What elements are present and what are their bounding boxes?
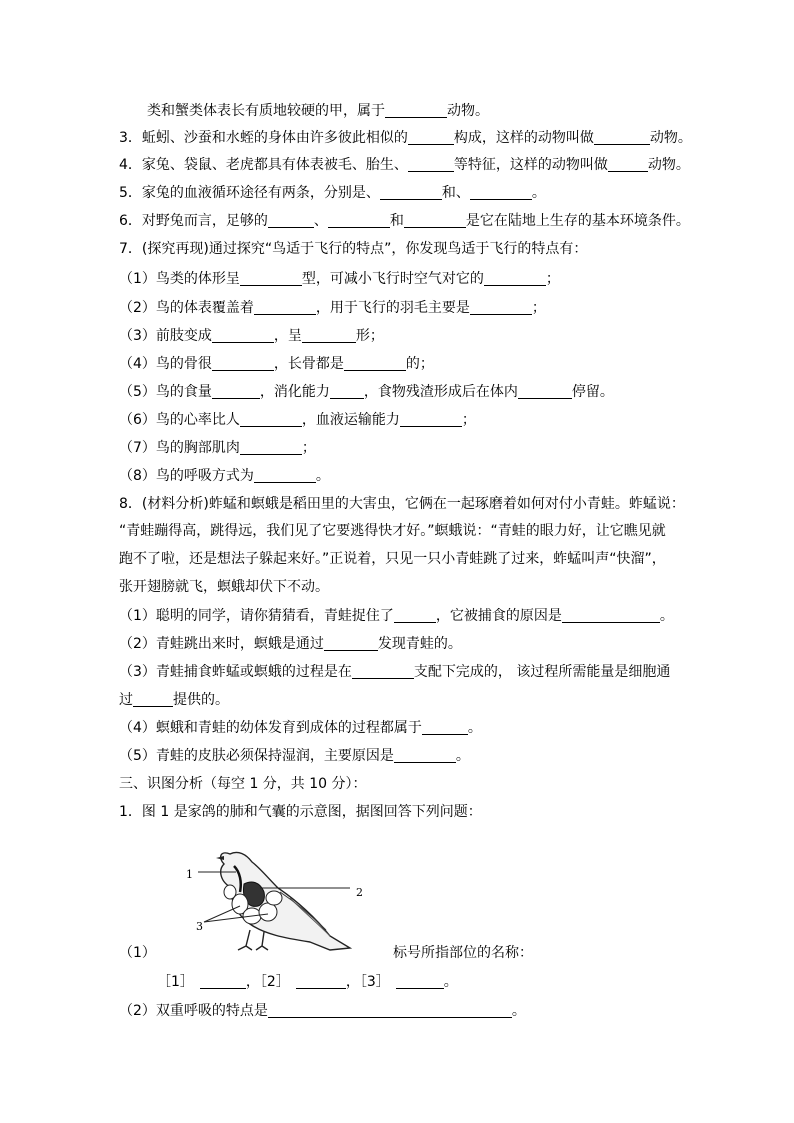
question-text: ，食物残渣形成后在体内	[363, 384, 518, 400]
answer-blank[interactable]	[562, 608, 660, 623]
question-text: 是它在陆地上生存的基本环境条件。	[465, 213, 690, 229]
pigeon-lungs-air-sacs-diagram	[180, 838, 380, 958]
question-text: 停留。	[571, 384, 614, 400]
question-text: ，［2］	[245, 974, 290, 990]
question-text: ，呈	[273, 328, 302, 344]
answer-blank[interactable]	[324, 636, 378, 651]
question-text: 和、	[441, 185, 470, 201]
question-text: 。	[315, 468, 330, 484]
question-7-2	[119, 299, 546, 317]
question-text: ；	[461, 412, 476, 428]
question-text: （8）鸟的呼吸方式为	[119, 468, 254, 484]
question-5	[119, 184, 546, 202]
answer-blank[interactable]	[133, 692, 173, 707]
question-text: （1）	[119, 945, 156, 961]
question-7-7	[119, 439, 316, 457]
answer-blank[interactable]	[408, 157, 454, 172]
question-text: （1）聪明的同学，请你猜猜看，青蛙捉住了	[119, 608, 394, 624]
question-text: ［1］	[157, 974, 194, 990]
answer-blank[interactable]	[608, 157, 648, 172]
question-7-3	[119, 327, 384, 345]
question-text: ，消化能力	[259, 384, 330, 400]
question-8-3-cont	[119, 691, 229, 709]
question-4	[119, 156, 690, 174]
question-text: 和	[389, 213, 404, 229]
question-text: 的；	[405, 356, 434, 372]
figure-question-1	[119, 944, 156, 962]
section-heading	[119, 775, 367, 793]
answer-blank[interactable]	[408, 130, 454, 145]
question-text: ，长骨都是	[273, 356, 344, 372]
material-line	[119, 522, 666, 540]
answer-blank[interactable]	[484, 271, 546, 286]
section-title: 三、识图分析（每空 1 分，共 10 分）：	[119, 776, 367, 792]
question-text: 3．蚯蚓、沙蚕和水蛭的身体由许多彼此相似的	[119, 130, 408, 146]
question-text: 动物。	[447, 103, 489, 119]
question-text: 。	[659, 608, 674, 624]
answer-blank[interactable]	[380, 185, 442, 200]
question-text: 类和蟹类体表长有质地较硬的甲，属于	[147, 103, 385, 119]
question-8-2	[119, 635, 462, 653]
question-text: 4．家兔、袋鼠、老虎都具有体表被毛、胎生、	[119, 157, 408, 173]
question-text: 发现青蛙的。	[377, 636, 462, 652]
question-text: 张开翅膀就飞，螟蛾却伏下不动。	[119, 579, 329, 595]
question-text: （7）鸟的胸部肌肉	[119, 440, 240, 456]
question-text: 。	[511, 1003, 526, 1019]
material-line	[119, 578, 329, 596]
question-8-5	[119, 747, 470, 765]
answer-blank[interactable]	[296, 974, 346, 989]
question-text: 支配下完成的， 该过程所需能量是细胞通	[413, 664, 671, 680]
answer-blank[interactable]	[200, 974, 246, 989]
answer-blank[interactable]	[394, 608, 436, 623]
material-line	[119, 550, 666, 568]
question-text: 型，可减小飞行时空气对它的	[301, 271, 484, 287]
figure-question-2	[119, 1002, 526, 1020]
question-text: （5）青蛙的皮肤必须保持湿润，主要原因是	[119, 748, 394, 764]
answer-blank[interactable]	[212, 328, 274, 343]
question-8	[119, 495, 685, 513]
answer-blank[interactable]	[330, 384, 364, 399]
answer-blank[interactable]	[594, 130, 650, 145]
question-text: （2）鸟的体表覆盖着	[119, 300, 254, 316]
question-text: 。	[467, 720, 482, 736]
question-text: ，［3］	[345, 974, 390, 990]
figure-label-3: 3	[196, 920, 203, 933]
question-text: （2）青蛙跳出来时，螟蛾是通过	[119, 636, 324, 652]
question-7-1	[119, 270, 560, 288]
answer-blank[interactable]	[268, 213, 314, 228]
question-text: 。	[443, 974, 458, 990]
question-text: ，血液运输能力	[301, 412, 400, 428]
question-text: （3）青蛙捕食蚱蜢或螟蛾的过程是在	[119, 664, 352, 680]
question-text: ；	[531, 300, 546, 316]
question-text: 构成，这样的动物叫做	[453, 130, 594, 146]
question-8-3	[119, 663, 670, 681]
answer-blank[interactable]	[352, 664, 414, 679]
text-line	[147, 102, 489, 120]
question-text: 7．(探究再现)通过探究“鸟适于飞行的特点”，你发现鸟适于飞行的特点有：	[119, 241, 588, 257]
question-text: ；	[545, 271, 560, 287]
question-text: 5．家兔的血液循环途径有两条，分别是、	[119, 185, 380, 201]
question-7-6	[119, 411, 476, 429]
question-text: 。	[455, 748, 470, 764]
answer-blank[interactable]	[396, 974, 444, 989]
question-7-5	[119, 383, 614, 401]
question-text: 8．(材料分析)蚱蜢和螟蛾是稻田里的大害虫，它俩在一起琢磨着如何对付小青蛙。蚱蜢说：	[119, 496, 685, 512]
answer-blank[interactable]	[518, 384, 572, 399]
figure-question	[119, 803, 482, 821]
question-text: 跑不了啦，还是想法子躲起来好。”正说着，只见一只小青蛙跳了过来，蚱蜢叫声“快溜”，	[119, 551, 666, 567]
answer-blank[interactable]	[268, 1003, 512, 1018]
figure-label-2: 2	[356, 886, 363, 899]
question-7-4	[119, 355, 434, 373]
question-6	[119, 212, 690, 230]
question-text: “青蛙蹦得高，跳得远，我们见了它要逃得快才好。”螟蛾说：“青蛙的眼力好，让它瞧见就	[119, 523, 666, 539]
figure-label-1: 1	[186, 868, 193, 881]
answer-blank[interactable]	[400, 412, 462, 427]
question-text: 动物。	[649, 130, 692, 146]
question-3	[119, 129, 692, 147]
question-text: 等特征，这样的动物叫做	[453, 157, 608, 173]
answer-blank[interactable]	[385, 103, 447, 118]
answer-blank[interactable]	[302, 328, 356, 343]
question-text: 动物。	[647, 157, 690, 173]
answer-blank[interactable]	[422, 720, 468, 735]
question-text: 1．图 1 是家鸽的肺和气囊的示意图，据图回答下列问题：	[119, 804, 482, 820]
answer-blank[interactable]	[470, 300, 532, 315]
question-text: ，它被捕食的原因是	[435, 608, 562, 624]
question-text: 、	[313, 213, 328, 229]
answer-blank[interactable]	[328, 213, 390, 228]
answer-blank[interactable]	[254, 468, 316, 483]
question-text: （1）鸟类的体形呈	[119, 271, 240, 287]
answer-blank[interactable]	[470, 185, 532, 200]
question-text: （4）鸟的骨很	[119, 356, 212, 372]
question-7	[119, 240, 587, 258]
question-text: （6）鸟的心率比人	[119, 412, 240, 428]
answer-blank[interactable]	[240, 412, 302, 427]
question-text: 6．对野兔而言，足够的	[119, 213, 268, 229]
question-text: （5）鸟的食量	[119, 384, 212, 400]
question-text: 过	[119, 692, 133, 708]
answer-blank[interactable]	[212, 384, 260, 399]
question-text: （2）双重呼吸的特点是	[119, 1003, 268, 1019]
answer-blank[interactable]	[394, 748, 456, 763]
question-8-1	[119, 607, 674, 625]
question-text: 标号所指部位的名称：	[393, 945, 533, 961]
question-text: 形；	[355, 328, 384, 344]
question-text: 。	[531, 185, 546, 201]
figure-question-1-label	[393, 944, 533, 962]
figure-answers	[157, 973, 458, 991]
question-8-4	[119, 719, 482, 737]
question-text: ；	[301, 440, 316, 456]
pigeon-icon	[180, 838, 380, 958]
question-text: （4）螟蛾和青蛙的幼体发育到成体的过程都属于	[119, 720, 422, 736]
answer-blank[interactable]	[240, 271, 302, 286]
question-text: 提供的。	[173, 692, 229, 708]
answer-blank[interactable]	[344, 356, 406, 371]
answer-blank[interactable]	[254, 300, 316, 315]
answer-blank[interactable]	[212, 356, 274, 371]
answer-blank[interactable]	[404, 213, 466, 228]
question-text: （3）前肢变成	[119, 328, 212, 344]
question-7-8	[119, 467, 330, 485]
answer-blank[interactable]	[240, 440, 302, 455]
question-text: ，用于飞行的羽毛主要是	[315, 300, 470, 316]
